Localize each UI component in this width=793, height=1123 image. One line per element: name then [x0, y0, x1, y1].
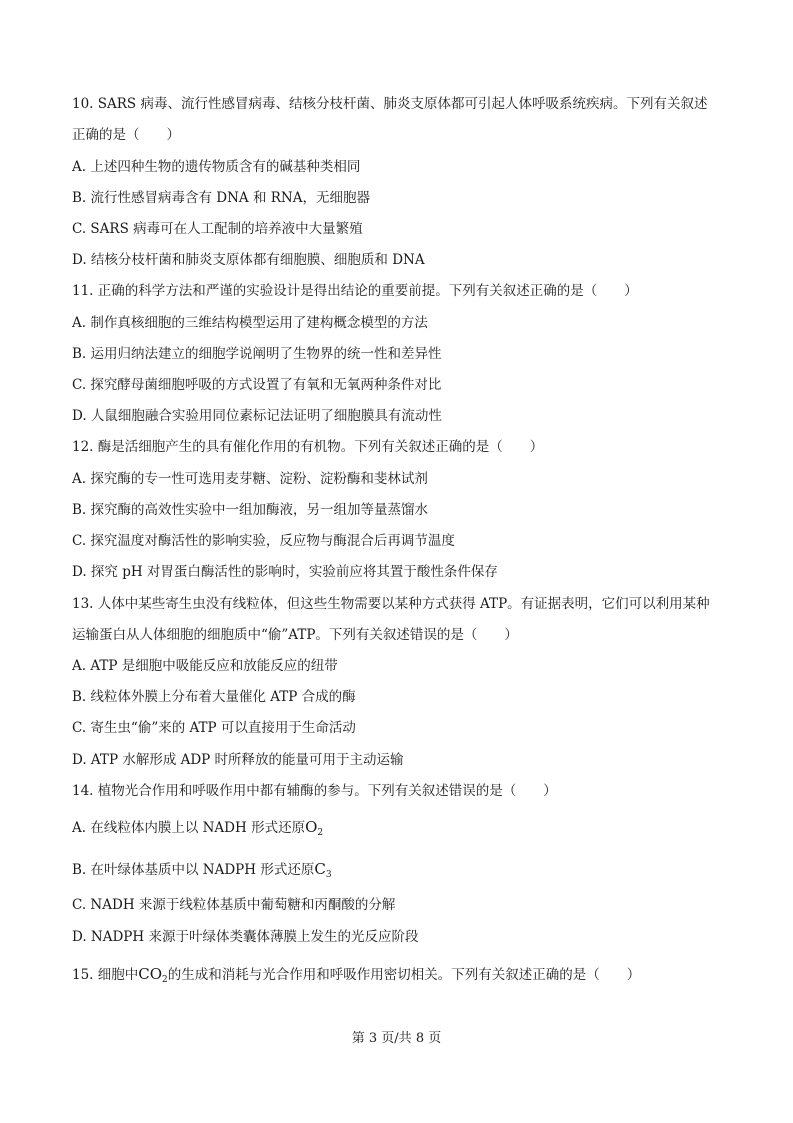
q15-stem: [72, 965, 640, 989]
c3-formula: [314, 860, 331, 878]
q12-option-c: C. 探究温度对酶活性的影响实验，反应物与酶混合后再调节温度: [72, 533, 455, 549]
q10-stem-line1: 10. SARS 病毒、流行性感冒病毒、结核分枝杆菌、肺炎支原体都可引起人体呼吸系统疾病。下列有关叙述: [72, 96, 708, 112]
q14-option-a-text: A. 在线粒体内膜上以 NADH 形式还原: [72, 820, 306, 836]
q14-option-c: C. NADH 来源于线粒体基质中葡萄糖和丙酮酸的分解: [72, 897, 396, 913]
q11-option-d: D. 人鼠细胞融合实验用同位素标记法证明了细胞膜具有流动性: [72, 408, 442, 424]
co2-subscript: 2: [162, 975, 168, 985]
q12-stem: 12. 酶是活细胞产生的具有催化作用的有机物。下列有关叙述正确的是（ ）: [72, 439, 544, 455]
c3-subscript: 3: [325, 870, 332, 880]
q15-stem-pre: 15. 细胞中: [72, 967, 139, 983]
q11-option-a: A. 制作真核细胞的三维结构模型运用了建构概念模型的方法: [72, 315, 428, 331]
q10-option-c: C. SARS 病毒可在人工配制的培养液中大量繁殖: [72, 221, 363, 237]
oxygen-symbol: O: [305, 818, 318, 836]
q13-option-b: B. 线粒体外膜上分布着大量催化 ATP 合成的酶: [72, 689, 356, 705]
q13-option-a: A. ATP 是细胞中吸能反应和放能反应的纽带: [72, 658, 338, 674]
q10-option-d: D. 结核分枝杆菌和肺炎支原体都有细胞膜、细胞质和 DNA: [72, 252, 425, 268]
q10-stem-line2: 正确的是（ ）: [72, 127, 180, 143]
oxygen-formula: [305, 818, 323, 836]
q12-option-b: B. 探究酶的高效性实验中一组加酶液，另一组加等量蒸馏水: [72, 502, 429, 518]
q10-option-b: B. 流行性感冒病毒含有 DNA 和 RNA，无细胞器: [72, 190, 370, 206]
q11-option-c: C. 探究酵母菌细胞呼吸的方式设置了有氧和无氧两种条件对比: [72, 377, 442, 393]
q11-option-b: B. 运用归纳法建立的细胞学说阐明了生物界的统一性和差异性: [72, 346, 442, 362]
q13-option-c: C. 寄生虫“偷”来的 ATP 可以直接用于生命活动: [72, 720, 356, 736]
q12-option-a: A. 探究酶的专一性可选用麦芽糖、淀粉、淀粉酶和斐林试剂: [72, 471, 428, 487]
q11-stem: 11. 正确的科学方法和严谨的实验设计是得出结论的重要前提。下列有关叙述正确的是（ ）: [72, 283, 638, 299]
co2-formula: [138, 965, 168, 983]
oxygen-subscript: 2: [317, 828, 324, 838]
q14-option-b: [72, 860, 332, 884]
q14-option-b-text: B. 在叶绿体基质中以 NADPH 形式还原: [72, 862, 315, 878]
q14-stem: 14. 植物光合作用和呼吸作用中都有辅酶的参与。下列有关叙述错误的是（ ）: [72, 783, 557, 799]
c3-symbol: C: [314, 860, 326, 878]
q10-option-a: A. 上述四种生物的遗传物质含有的碱基种类相同: [72, 159, 361, 175]
q13-option-d: D. ATP 水解形成 ADP 时所释放的能量可用于主动运输: [72, 752, 404, 768]
co2-symbol: CO: [138, 965, 163, 983]
q12-option-d: D. 探究 pH 对胃蛋白酶活性的影响时，实验前应将其置于酸性条件保存: [72, 564, 498, 580]
q15-stem-post: 的生成和消耗与光合作用和呼吸作用密切相关。下列有关叙述正确的是（ ）: [167, 967, 641, 983]
q13-stem-line1: 13. 人体中某些寄生虫没有线粒体，但这些生物需要以某种方式获得 ATP。有证据表明，它们可以利用某种: [72, 596, 710, 612]
page-number: 第 3 页/共 8 页: [351, 1031, 442, 1046]
q14-option-d: D. NADPH 来源于叶绿体类囊体薄膜上发生的光反应阶段: [72, 929, 419, 945]
q13-stem-line2: 运输蛋白从人体细胞的细胞质中“偷”ATP。下列有关叙述错误的是（ ）: [72, 627, 518, 643]
q14-option-a: [72, 818, 323, 842]
